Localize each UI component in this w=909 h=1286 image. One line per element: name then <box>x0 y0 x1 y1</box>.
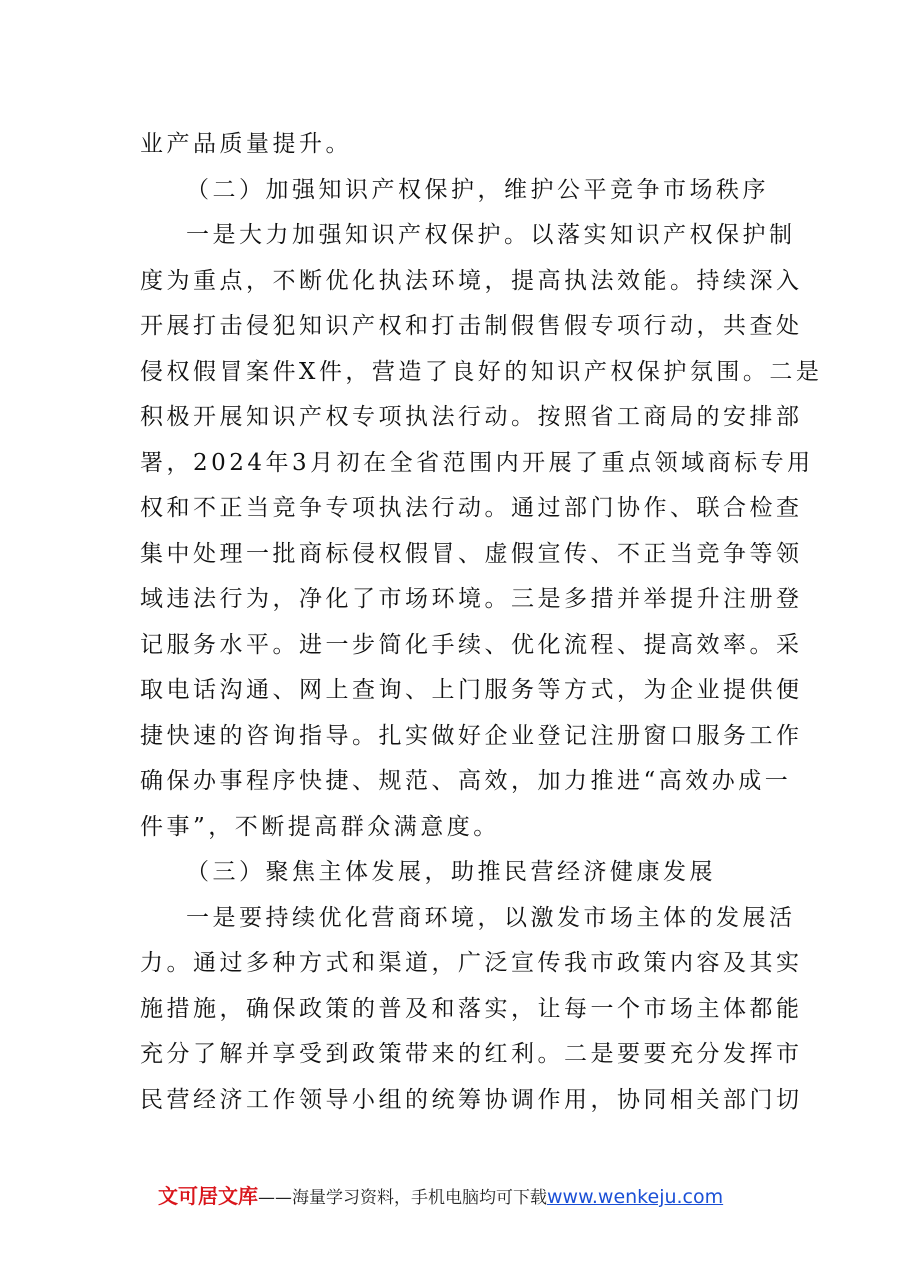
footer-banner <box>158 1180 778 1212</box>
paragraph-line: 取电话沟通、网上查询、上门服务等方式，为企业提供便 <box>140 677 803 703</box>
paragraph-line: 施措施，确保政策的普及和落实，让每一个市场主体都能 <box>140 995 803 1022</box>
paragraph-line: 集中处理一批商标侵权假冒、虚假宣传、不正当竞争等领 <box>140 540 803 567</box>
section-heading: （二）加强知识产权保护，维护公平竞争市场秩序 <box>186 176 769 203</box>
paragraph-line: 业产品质量提升。 <box>140 131 352 157</box>
paragraph-line: 件事”，不断提高群众满意度。 <box>140 813 500 840</box>
footer-brand: 文可居文库 <box>158 1184 258 1208</box>
paragraph-line: 一是大力加强知识产权保护。以落实知识产权保护制 <box>186 222 796 248</box>
paragraph-line: 积极开展知识产权专项执法行动。按照省工商局的安排部 <box>140 404 803 430</box>
paragraph-line: 记服务水平。进一步简化手续、优化流程、提高效率。采 <box>140 631 803 658</box>
paragraph-line: 域违法行为，净化了市场环境。三是多措并举提升注册登 <box>140 586 803 612</box>
paragraph-line: 力。通过多种方式和渠道，广泛宣传我市政策内容及其实 <box>140 950 803 976</box>
paragraph-line: 开展打击侵犯知识产权和打击制假售假专项行动，共查处 <box>140 313 803 339</box>
paragraph-line: 民营经济工作领导小组的统筹协调作用，协同相关部门切 <box>140 1086 803 1113</box>
paragraph-line: 度为重点，不断优化执法环境，提高执法效能。持续深入 <box>140 267 803 294</box>
paragraph-line: 署，2024年3月初在全省范围内开展了重点领域商标专用 <box>140 449 814 476</box>
document-body <box>140 122 823 1123</box>
paragraph-line: 一是要持续优化营商环境，以激发市场主体的发展活 <box>186 904 796 931</box>
paragraph-line: 充分了解并享受到政策带来的红利。二是要要充分发挥市 <box>140 1041 803 1067</box>
paragraph-line: 捷快速的咨询指导。扎实做好企业登记注册窗口服务工作 <box>140 722 803 749</box>
paragraph-line: 权和不正当竞争专项执法行动。通过部门协作、联合检查 <box>140 495 803 521</box>
paragraph-line: 侵权假冒案件X件，营造了良好的知识产权保护氛围。二是 <box>140 358 823 385</box>
footer-site-link[interactable]: www.wenkeju.com <box>547 1186 724 1208</box>
section-heading: （三）聚焦主体发展，助推民营经济健康发展 <box>186 859 716 885</box>
footer-tagline: ——海量学习资料，手机电脑均可下载 <box>258 1188 547 1208</box>
paragraph-line: 确保办事程序快捷、规范、高效，加力推进“高效办成一 <box>140 768 792 794</box>
